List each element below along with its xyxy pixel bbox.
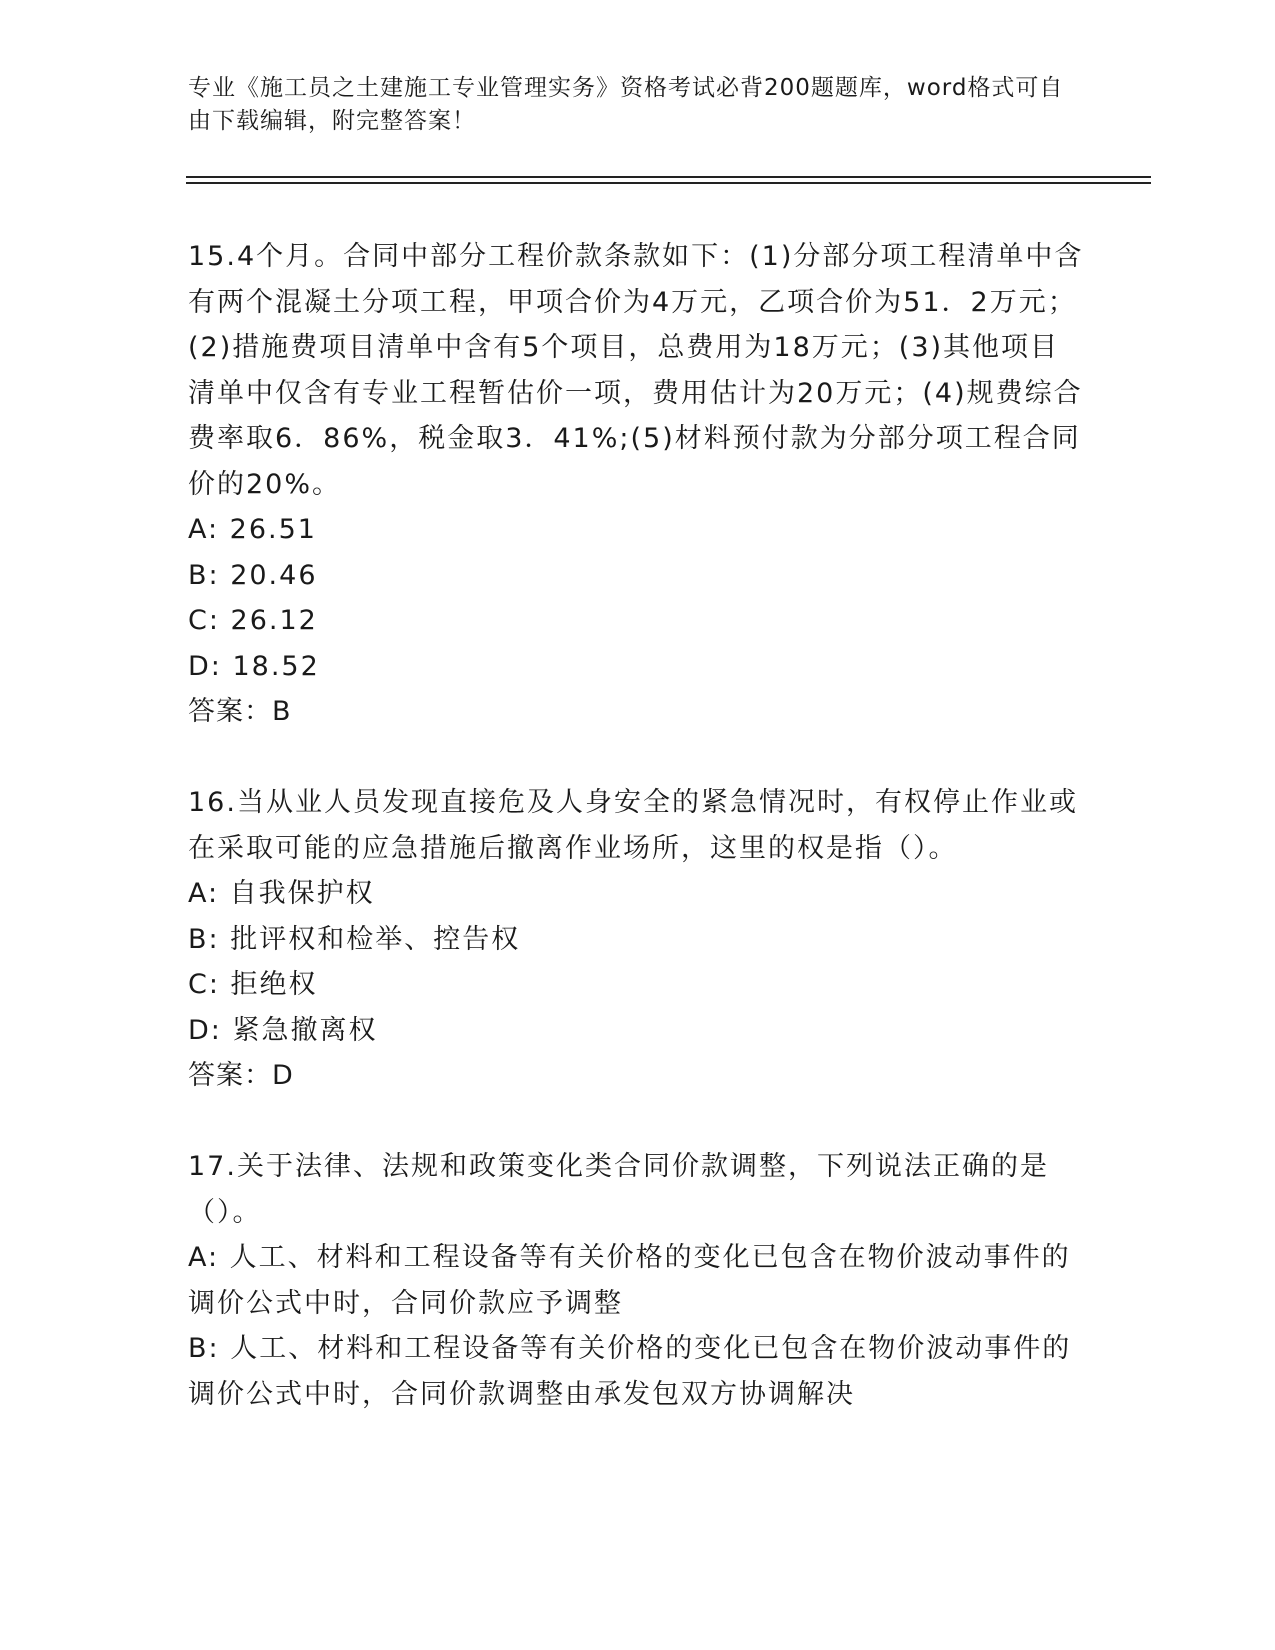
option-c: C: 拒绝权 <box>188 969 318 1000</box>
option-a: A: 人工、材料和工程设备等有关价格的变化已包含在物价波动事件的调价公式中时，合同价款应予调整 <box>188 1242 1071 1319</box>
option-d: D: 18.52 <box>188 650 320 682</box>
question-15 <box>188 234 1088 735</box>
question-16 <box>188 780 1088 1099</box>
answer-line: 答案：B <box>188 696 292 727</box>
option-a: A: 26.51 <box>188 514 317 545</box>
question-text: 16.当从业人员发现直接危及人身安全的紧急情况时，有权停止作业或在采取可能的应急措施后撤离作业场所，这里的权是指（）。 <box>188 787 1078 864</box>
question-list <box>188 234 1088 1462</box>
header-rule-bottom <box>186 182 1151 184</box>
option-b: B: 20.46 <box>188 559 318 591</box>
header-rule-top <box>186 176 1151 178</box>
answer-line: 答案：D <box>188 1060 294 1091</box>
question-text: 15.4个月。合同中部分工程价款条款如下：(1)分部分项工程清单中含有两个混凝土分项工程，甲项合价为4万元，乙项合价为51．2万元；(2)措施费项目清单中含有5个项目，总费用为18万元；(3)其他项目清单中仅含有专业工程暂估价一项，费用估计为20万元；(4)规费综合费率取6．86%，税金取3．41%;(5)材料预付款为分部分项工程合同价的20%。 <box>188 241 1084 500</box>
option-d: D: 紧急撤离权 <box>188 1014 378 1046</box>
option-c: C: 26.12 <box>188 605 318 636</box>
document-header: 专业《施工员之土建施工专业管理实务》资格考试必背200题题库，word格式可自由下载编辑，附完整答案！ <box>188 75 1064 134</box>
option-b: B: 人工、材料和工程设备等有关价格的变化已包含在物价波动事件的调价公式中时，合同价款调整由承发包双方协调解决 <box>188 1333 1072 1410</box>
question-text: 17.关于法律、法规和政策变化类合同价款调整，下列说法正确的是（）。 <box>188 1151 1049 1228</box>
question-17 <box>188 1144 1088 1417</box>
option-b: B: 批评权和检举、控告权 <box>188 923 521 955</box>
option-a: A: 自我保护权 <box>188 878 375 909</box>
